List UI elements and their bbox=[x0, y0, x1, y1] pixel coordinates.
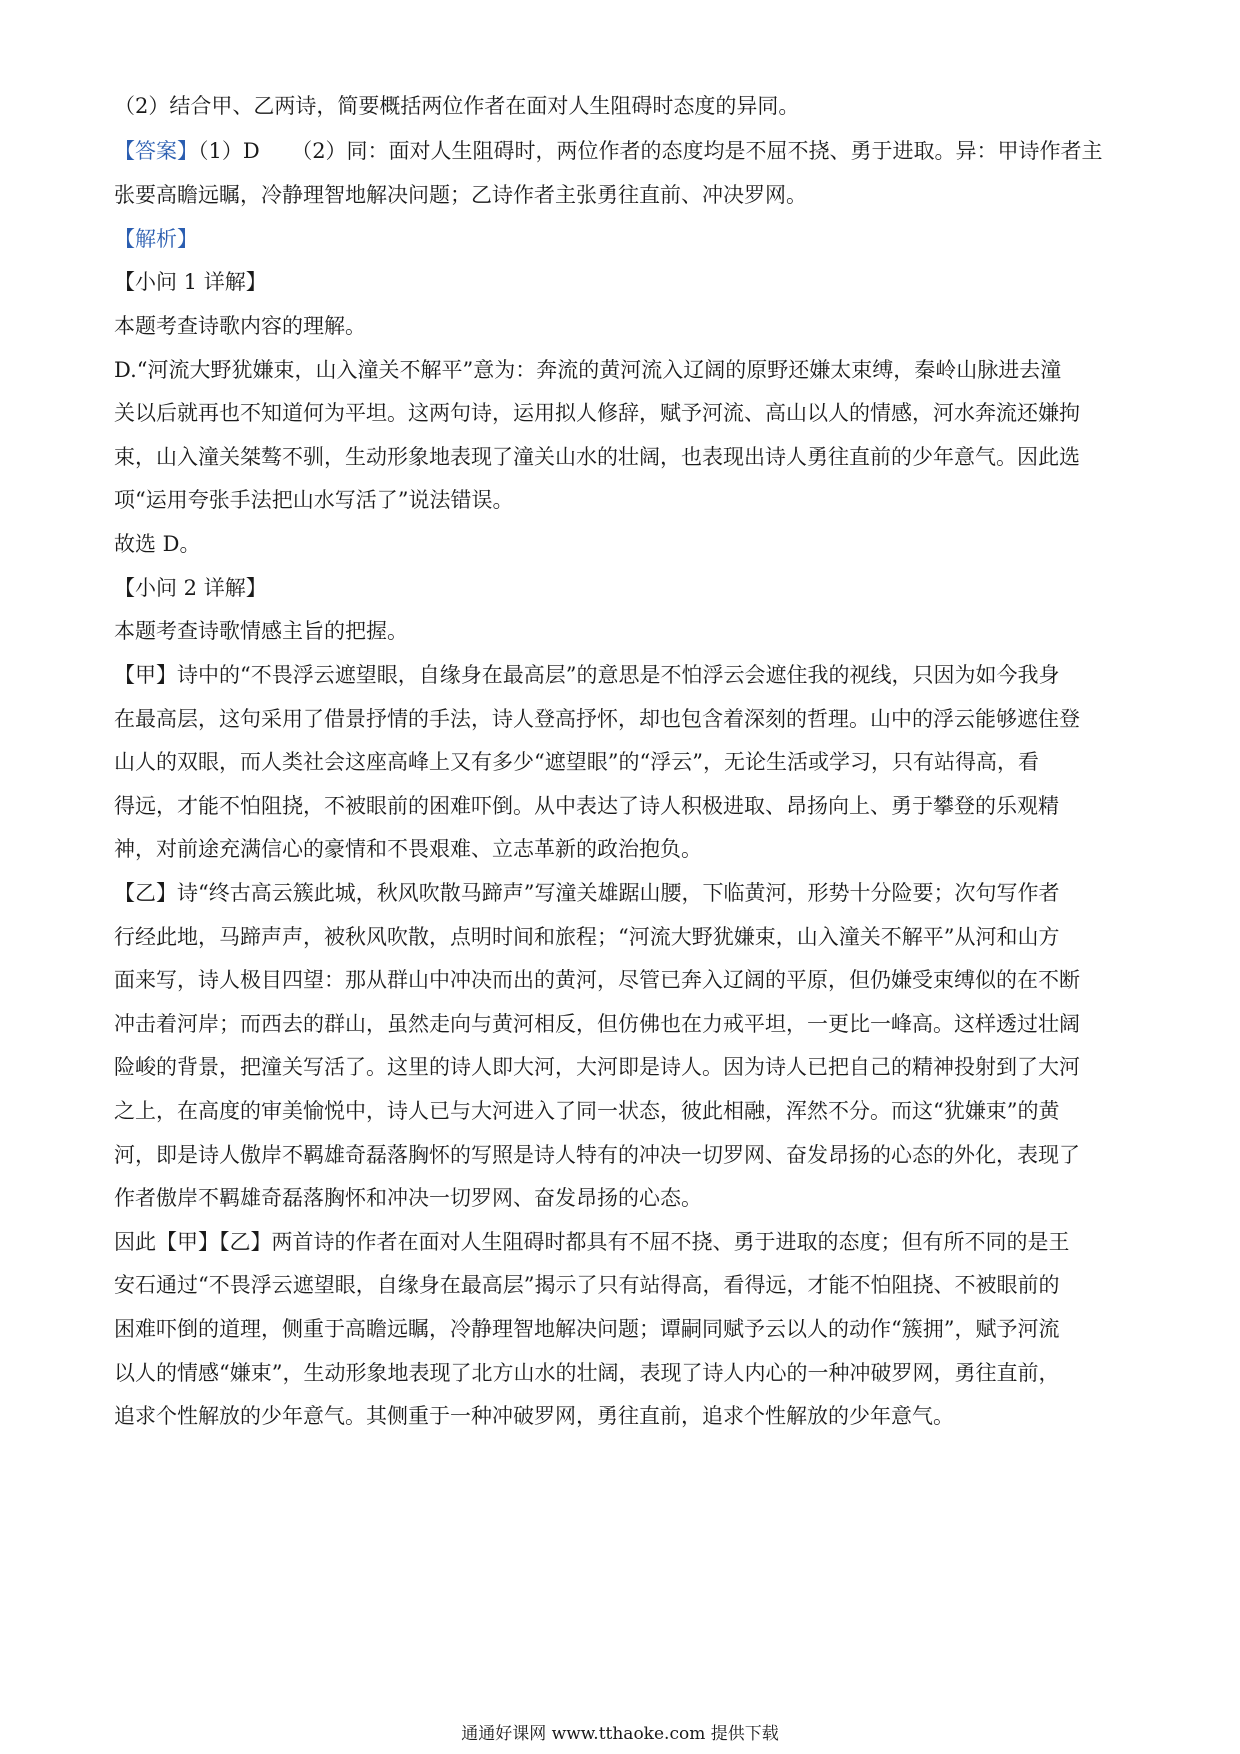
page-footer: 通通好课网 www.tthaoke.com 提供下载 bbox=[461, 1724, 779, 1744]
analysis-tag: 【解析】 bbox=[114, 227, 198, 251]
answer-line-1 bbox=[114, 137, 1134, 165]
q2-jia-line: 神，对前途充满信心的豪情和不畏艰难、立志革新的政治抱负。 bbox=[114, 837, 702, 861]
q2-yi-line: 河，即是诗人傲岸不羁雄奇磊落胸怀的写照是诗人特有的冲决一切罗网、奋发昂扬的心态的外化，表现了 bbox=[114, 1143, 1080, 1167]
q2-summary-line: 因此【甲】【乙】两首诗的作者在面对人生阻碍时都具有不屈不挠、勇于进取的态度；但有所不同的是王 bbox=[114, 1230, 1070, 1254]
q1-intro: 本题考查诗歌内容的理解。 bbox=[114, 314, 366, 338]
q2-summary-line: 困难吓倒的道理，侧重于高瞻远瞩，冷静理智地解决问题；谭嗣同赋予云以人的动作“簇拥”，赋予河流 bbox=[114, 1317, 1060, 1341]
q2-summary-line: 追求个性解放的少年意气。其侧重于一种冲破罗网，勇往直前，追求个性解放的少年意气。 bbox=[114, 1404, 954, 1428]
q1-line: 关以后就再也不知道何为平坦。这两句诗，运用拟人修辞，赋予河流、高山以人的情感，河水奔流还嫌拘 bbox=[114, 401, 1080, 425]
q2-heading: 【小问 2 详解】 bbox=[114, 576, 267, 600]
answer-tag: 【答案】 bbox=[114, 139, 198, 163]
q2-jia-line: 山人的双眼，而人类社会这座高峰上又有多少“遮望眼”的“浮云”，无论生活或学习，只有站得高，看 bbox=[114, 750, 1039, 774]
q2-yi-line: 之上，在高度的审美愉悦中，诗人已与大河进入了同一状态，彼此相融，浑然不分。而这“犹嫌束”的黄 bbox=[114, 1099, 1060, 1123]
q2-yi-line: 行经此地，马蹄声声，被秋风吹散，点明时间和旅程；“河流大野犹嫌束，山入潼关不解平”从河和山方 bbox=[114, 925, 1060, 949]
q2-yi-line: 面来写，诗人极目四望：那从群山中冲决而出的黄河，尽管已奔入辽阔的平原，但仍嫌受束缚似的在不断 bbox=[114, 968, 1080, 992]
q2-yi-line: 【乙】诗“终古高云簇此城，秋风吹散马蹄声”写潼关雄踞山腰，下临黄河，形势十分险要；次句写作者 bbox=[114, 881, 1060, 905]
q2-jia-line: 在最高层，这句采用了借景抒情的手法，诗人登高抒怀，却也包含着深刻的哲理。山中的浮云能够遮住登 bbox=[114, 707, 1080, 731]
question-text: （2）结合甲、乙两诗，简要概括两位作者在面对人生阻碍时态度的异同。 bbox=[114, 94, 800, 118]
q2-yi-line: 险峻的背景，把潼关写活了。这里的诗人即大河，大河即是诗人。因为诗人已把自己的精神投射到了大河 bbox=[114, 1055, 1080, 1079]
q1-line: 束，山入潼关桀骜不驯，生动形象地表现了潼关山水的壮阔，也表现出诗人勇往直前的少年意气。因此选 bbox=[114, 445, 1080, 469]
answer-line-2: 张要高瞻远瞩，冷静理智地解决问题；乙诗作者主张勇往直前、冲决罗网。 bbox=[114, 183, 807, 207]
q2-summary-line: 以人的情感“嫌束”，生动形象地表现了北方山水的壮阔，表现了诗人内心的一种冲破罗网，勇往直前， bbox=[114, 1361, 1060, 1385]
q2-summary-line: 安石通过“不畏浮云遮望眼，自缘身在最高层”揭示了只有站得高，看得远，才能不怕阻挠、不被眼前的 bbox=[114, 1273, 1060, 1297]
q2-jia-line: 【甲】诗中的“不畏浮云遮望眼，自缘身在最高层”的意思是不怕浮云会遮住我的视线，只因为如今我身 bbox=[114, 663, 1060, 687]
q2-intro: 本题考查诗歌情感主旨的把握。 bbox=[114, 619, 408, 643]
q2-yi-line: 作者傲岸不羁雄奇磊落胸怀和冲决一切罗网、奋发昂扬的心态。 bbox=[114, 1186, 702, 1210]
q2-jia-line: 得远，才能不怕阻挠，不被眼前的困难吓倒。从中表达了诗人积极进取、昂扬向上、勇于攀登的乐观精 bbox=[114, 794, 1059, 818]
answer-text-1: （1）D （2）同：面对人生阻碍时，两位作者的态度均是不屈不挠、勇于进取。异：甲诗作者主 bbox=[198, 139, 1103, 163]
q1-line: 项“运用夸张手法把山水写活了”说法错误。 bbox=[114, 488, 514, 512]
q1-heading: 【小问 1 详解】 bbox=[114, 270, 267, 294]
q2-yi-line: 冲击着河岸；而西去的群山，虽然走向与黄河相反，但仿佛也在力戒平坦，一更比一峰高。这样透过壮阔 bbox=[114, 1012, 1080, 1036]
q1-line: D.“河流大野犹嫌束，山入潼关不解平”意为：奔流的黄河流入辽阔的原野还嫌太束缚，秦岭山脉进去潼 bbox=[114, 358, 1062, 382]
q1-conclusion: 故选 D。 bbox=[114, 532, 201, 556]
